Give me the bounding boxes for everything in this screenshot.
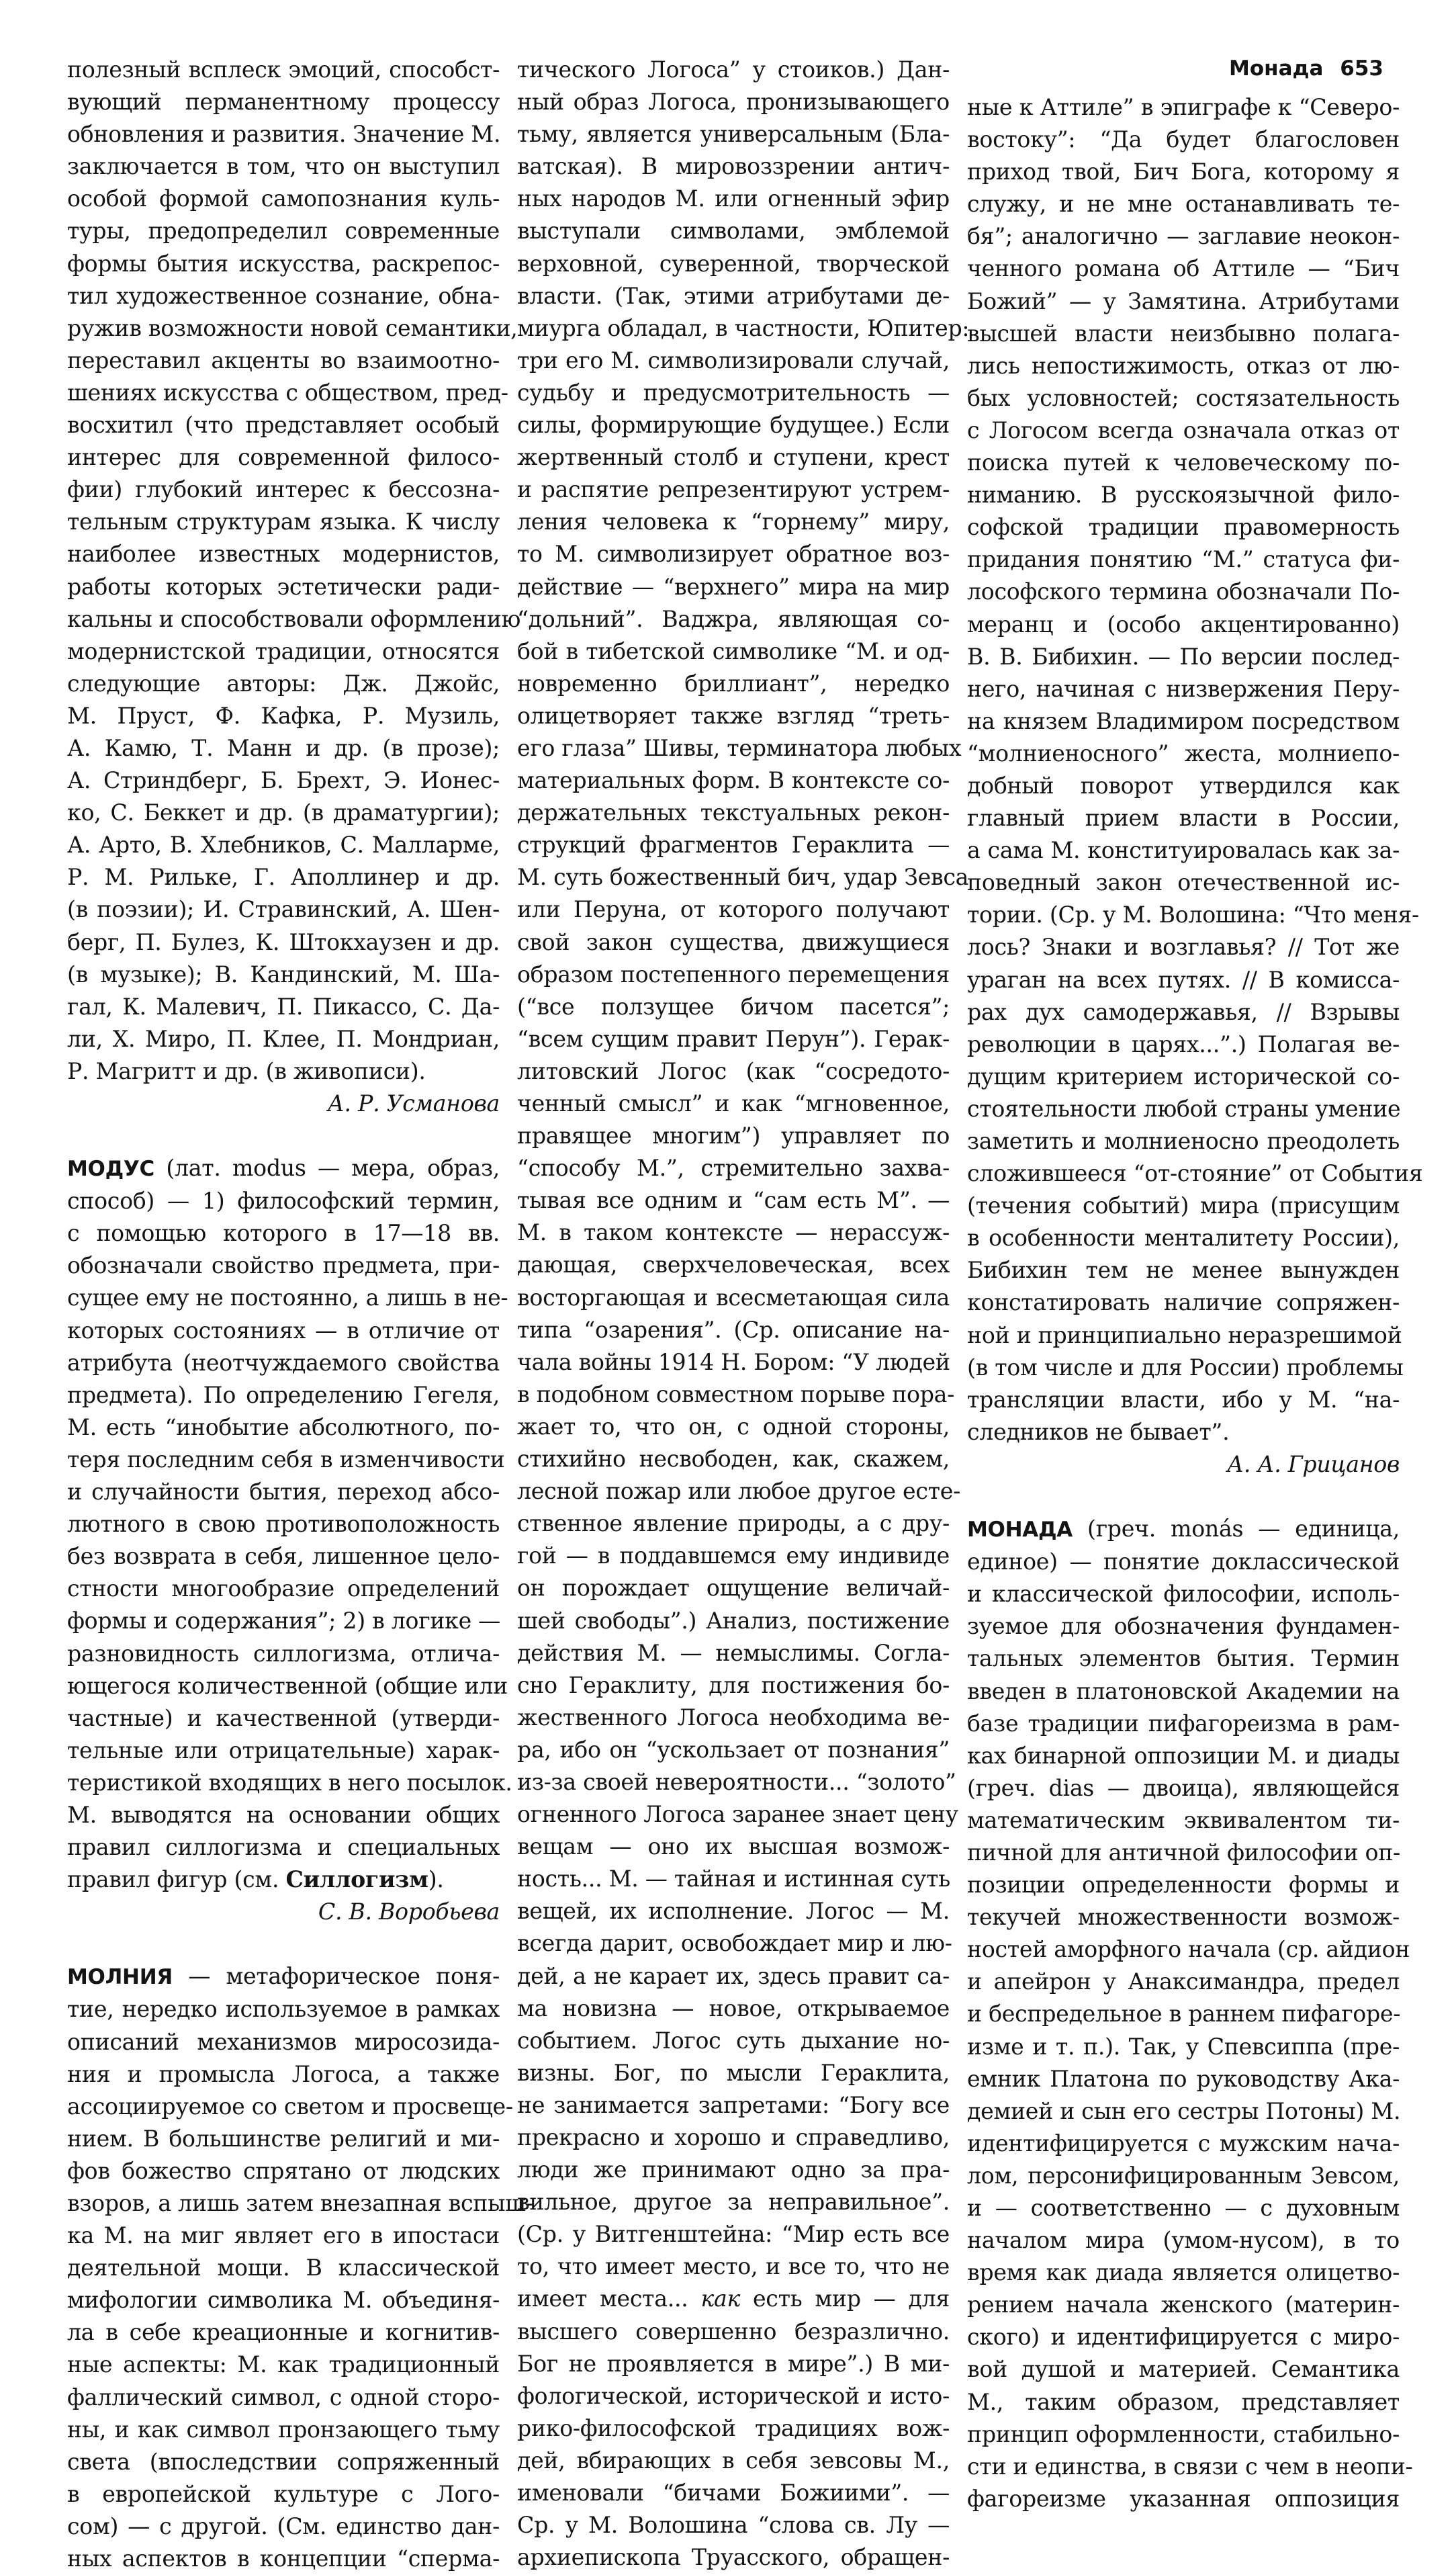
text-line: жественного Логоса необходима ве- xyxy=(517,1704,950,1731)
text-line: текучей множественности возмож- xyxy=(967,1904,1400,1931)
text-line: ла в себе креационные и когнитив- xyxy=(67,2319,500,2346)
text-line: олицетворяет также взгляд “треть- xyxy=(517,702,950,729)
modernism-entry-ending xyxy=(67,54,521,1088)
text-line: вещей, их исполнение. Логос — М. xyxy=(517,1898,950,1925)
text-line: “молниеносного” жеста, молниепо- xyxy=(967,740,1400,767)
text-line: модернистской традиции, относятся xyxy=(67,638,500,664)
text-line: тельным структурам языка. К числу xyxy=(67,509,500,535)
text-line: ли, Х. Миро, П. Клее, П. Мондриан, xyxy=(67,1025,500,1052)
text-line: ассоциируемое со светом и просвеще- xyxy=(67,2093,513,2120)
text-line: зуемое для обозначения фундамен- xyxy=(967,1613,1400,1640)
text-line: без возврата в себя, лишенное цело- xyxy=(67,1543,500,1570)
text-line: гал, К. Малевич, П. Пикассо, С. Да- xyxy=(67,993,500,1020)
entry-text: (лат. modus — мера, образ, xyxy=(154,1155,500,1182)
text-line: добный поворот утвердился как xyxy=(967,772,1400,799)
text-line: тельные или отрицательные) харак- xyxy=(67,1737,500,1763)
text-line: изме и т. п.). Так, у Спевсиппа (пре- xyxy=(967,2033,1400,2060)
text-line: поведный закон отечественной ис- xyxy=(967,869,1400,896)
text-line: держательных текстуальных рекон- xyxy=(517,799,950,826)
text-line: А. Камю, Т. Манн и др. (в прозе); xyxy=(67,734,500,761)
text-line: ния и промысла Логоса, а также xyxy=(67,2060,500,2087)
text-line: лесной пожар или любое другое есте- xyxy=(517,1478,960,1505)
text-line: В. В. Бибихин. — По версии послед- xyxy=(967,643,1400,670)
text-line: заметить и молниеносно преодолеть xyxy=(967,1128,1400,1154)
text-line: теристикой входящих в него посылок. xyxy=(67,1769,512,1796)
text-line: дущим критерием исторической со- xyxy=(967,1063,1400,1090)
text-line: стности многообразие определений xyxy=(67,1575,500,1602)
text-line: ления человека к “горнему” миру, xyxy=(517,509,950,535)
text-line: гой — в поддавшемся ему индивиде xyxy=(517,1542,950,1569)
text-line: М. Пруст, Ф. Кафка, Р. Музиль, xyxy=(67,702,500,729)
text-line: выступали символами, эмблемой xyxy=(517,218,950,245)
text-line: него, начиная с низвержения Перу- xyxy=(967,675,1400,702)
text-line: вующий перманентному процессу xyxy=(67,89,500,116)
text-line: ураган на всех путях. // В комисса- xyxy=(967,966,1400,993)
text-line: принцип оформленности, стабильно- xyxy=(967,2420,1400,2447)
text-line: правил силлогизма и специальных xyxy=(67,1834,500,1861)
text-line: тории. (Ср. у М. Волошина: “Что меня- xyxy=(967,902,1419,928)
author-signature: С. В. Воробьева xyxy=(318,1898,500,1925)
text-line: типа “озарения”. (Ср. описание на- xyxy=(517,1316,950,1343)
text-line: и — соответственно — с духовным xyxy=(967,2195,1400,2221)
text-line: дей, вбирающих в себя зевсовы М., xyxy=(517,2447,950,2474)
text-line: описаний механизмов миросозида- xyxy=(67,2028,500,2055)
text-line: света (впоследствии сопряженный xyxy=(67,2448,500,2475)
text-line: нием. В большинстве религий и ми- xyxy=(67,2125,500,2152)
text-line: рах дух самодержавья, // Взрывы xyxy=(967,998,1400,1025)
text-line: Р. Магритт и др. (в живописи). xyxy=(67,1057,426,1084)
entry-text: — метафорическое поня- xyxy=(172,1963,500,1990)
text-line: ского) и идентифицируется с миро- xyxy=(967,2324,1400,2351)
text-line: в особенности менталитету России), xyxy=(967,1225,1400,1252)
text-line: фаллический символ, с одной сторо- xyxy=(67,2384,500,2410)
page-number: 653 xyxy=(1340,56,1383,81)
text-line: на князем Владимиром посредством xyxy=(967,707,1400,734)
text-line: ниманию. В русскоязычной фило- xyxy=(967,482,1400,509)
text-line: или Перуна, от которого получают xyxy=(517,896,950,923)
entry-text: (греч. monás — единица, xyxy=(1072,1516,1400,1542)
entry-first-line xyxy=(67,1152,500,1185)
text-line: ма новизна — новое, открываемое xyxy=(517,1995,950,2021)
text-line: констатировать наличие сопряжен- xyxy=(967,1289,1400,1316)
text-line: емник Платона по руководству Ака- xyxy=(967,2065,1400,2092)
text-line: Ср. у М. Волошина “слова св. Лу — xyxy=(517,2512,950,2539)
text-line: огненного Логоса заранее знает цену xyxy=(517,1801,958,1828)
text-line: приход твой, Бич Бога, которому я xyxy=(967,159,1400,185)
text-line: Бибихин тем не менее вынужден xyxy=(967,1257,1400,1284)
text-line: стоятельности любой страны умение xyxy=(967,1095,1401,1122)
text-line: полезный всплеск эмоций, способст- xyxy=(67,56,500,83)
text-line: служу, и не мне останавливать те- xyxy=(967,191,1400,218)
text-line: тывая все одним и “сам есть М”. — xyxy=(517,1187,950,1214)
text-line: высшей власти неизбывно полага- xyxy=(967,320,1400,347)
text-line: ко, С. Беккет и др. (в драматургии); xyxy=(67,799,500,826)
text-line: (течения событий) мира (присущим xyxy=(967,1192,1400,1219)
text-line: ках бинарной оппозиции М. и диады xyxy=(967,1742,1400,1769)
text-line: обозначали свойство предмета, при- xyxy=(67,1252,500,1279)
text-line: революции в царях...”.) Полагая ве- xyxy=(967,1031,1400,1057)
text-line: дей, а не карает их, здесь правит са- xyxy=(517,1962,950,1989)
text-line: и беспредельное в раннем пифагоре- xyxy=(967,2001,1401,2027)
text-line: в европейской культуре с Лого- xyxy=(67,2480,500,2507)
text-line: он порождает ощущение величай- xyxy=(517,1575,950,1602)
text-line: действия М. — немыслимы. Согла- xyxy=(517,1639,950,1666)
text-line: формы бытия искусства, раскрепос- xyxy=(67,250,500,277)
text-line: с Логосом всегда означала отказ от xyxy=(967,417,1400,443)
text-line: вой душой и материей. Семантика xyxy=(967,2356,1400,2383)
text-line: идентифицируется с мужским нача- xyxy=(967,2130,1400,2156)
text-line: лось? Знаки и возглавья? // Тот же xyxy=(967,934,1400,961)
text-line: формы и содержания”; 2) в логике — xyxy=(67,1608,501,1634)
text-line: восхитил (что представляет особый xyxy=(67,412,500,439)
text-line: и классической философии, исполь- xyxy=(967,1581,1400,1608)
entry-headword: МОЛНИЯ xyxy=(67,1965,173,1990)
text-line: фов божество спрятано от людских xyxy=(67,2157,500,2184)
text-line: берг, П. Булез, К. Штокхаузен и др. xyxy=(67,928,500,955)
text-line: ностей аморфного начала (ср. айдион xyxy=(967,1936,1410,1963)
text-line: власти. (Так, этими атрибутами де- xyxy=(517,282,950,309)
text-line: событием. Логос суть дыхание но- xyxy=(517,2027,950,2054)
text-line: туры, предопределил современные xyxy=(67,218,500,245)
text-line: струкций фрагментов Гераклита — xyxy=(517,832,950,859)
text-line: тие, нередко используемое в рамках xyxy=(67,1996,500,2023)
text-line: лософского термина обозначали По- xyxy=(967,578,1400,605)
text-line: и распятие репрезентируют устрем- xyxy=(517,476,950,503)
text-line: работы которых эстетически ради- xyxy=(67,573,500,600)
text-line: ружив возможности новой семантики, xyxy=(67,314,518,341)
entry-text: правил фигур (см. xyxy=(67,1866,286,1893)
text-line: “дольний”. Ваджра, являющая со- xyxy=(517,605,950,632)
text-line: то М. символизирует обратное воз- xyxy=(517,541,950,568)
text-line: люди же принимают одно за пра- xyxy=(517,2156,950,2183)
text-line: демией и сын его сестры Потоны) М. xyxy=(967,2097,1401,2124)
text-line: которых состояниях — в отличие от xyxy=(67,1317,500,1344)
text-line: трансляции власти, ибо у М. “на- xyxy=(967,1386,1400,1413)
text-line: лом, персонифицированным Зевсом, xyxy=(967,2162,1400,2189)
text-line: ющегося количественной (общие или xyxy=(67,1672,508,1699)
entry-first-line xyxy=(967,1513,1400,1546)
text-line: ственное явление природы, а с дру- xyxy=(517,1510,950,1537)
entry-last-line xyxy=(67,1864,500,1896)
text-line: ность... М. — тайная и истинная суть xyxy=(517,1866,950,1892)
text-line: литовский Логос (как “сосредото- xyxy=(517,1057,950,1084)
text-line: А. Арто, В. Хлебников, С. Малларме, xyxy=(67,832,500,859)
running-head-title: Монада xyxy=(1229,56,1324,81)
text-line: ра, ибо он “ускользает от познания” xyxy=(517,1736,950,1763)
text-line: правящее многим”) управляет по xyxy=(517,1123,950,1149)
text-line: базе традиции пифагореизма в рам- xyxy=(967,1710,1400,1737)
text-line: визны. Бог, по мысли Гераклита, xyxy=(517,2059,950,2086)
text-line: рико-философской традициях вож- xyxy=(517,2414,950,2441)
text-line: (в поэзии); И. Стравинский, А. Шен- xyxy=(67,896,500,923)
text-line xyxy=(517,2283,950,2315)
text-line: фагореизме указанная оппозиция xyxy=(967,2485,1400,2512)
text-line: тил художественное сознание, обна- xyxy=(67,282,500,309)
text-line: меранц и (особо акцентированно) xyxy=(967,611,1400,638)
text-line: а сама М. конституировалась как за- xyxy=(967,837,1400,864)
text-line: лютного в свою противоположность xyxy=(67,1511,500,1538)
text-line: судьбу и предусмотрительность — xyxy=(517,379,950,406)
text-line: заключается в том, что он выступил xyxy=(67,153,500,180)
entry-text: имеет места... xyxy=(517,2285,688,2312)
text-line: интерес для современной филосо- xyxy=(67,444,500,471)
text-line: началом мира (умом-нусом), в то xyxy=(967,2227,1400,2254)
text-line: введен в платоновской Академии на xyxy=(967,1677,1400,1704)
text-line: сложившееся “от-стояние” от События xyxy=(967,1160,1423,1187)
text-line: следующие авторы: Дж. Джойс, xyxy=(67,670,500,697)
text-line: действие — “верхнего” мира на мир xyxy=(517,573,950,600)
text-line: дающая, сверхчеловеческая, всех xyxy=(517,1252,950,1278)
text-line: ны, и как символ пронзающего тьму xyxy=(67,2416,500,2443)
text-line: жает то, что он, с одной стороны, xyxy=(517,1413,950,1440)
text-line: тальных элементов бытия. Термин xyxy=(967,1645,1400,1672)
text-line: бой в тибетской символике “М. и од- xyxy=(517,638,950,664)
author-signature: А. Р. Усманова xyxy=(327,1090,500,1117)
text-line: особой формой самопознания куль- xyxy=(67,185,500,212)
text-line: высшего совершенно безразлично. xyxy=(517,2318,950,2345)
text-line: мифологии символика М. объединя- xyxy=(67,2287,500,2314)
text-line: (греч. dias — двоица), являющейся xyxy=(967,1774,1400,1801)
text-line: то, что имеет место, и все то, что не xyxy=(517,2253,950,2280)
text-line: М. есть “инобытие абсолютного, по- xyxy=(67,1413,500,1440)
text-line: ные аспекты: М. как традиционный xyxy=(67,2351,500,2378)
text-line: шениях искусства с обществом, пред- xyxy=(67,379,508,406)
text-line: бя”; аналогично — заглавие неокон- xyxy=(967,223,1400,250)
text-line: ные к Аттиле” в эпиграфе к “Северо- xyxy=(967,94,1400,120)
text-line: ка М. на миг являет его в ипостаси xyxy=(67,2222,500,2249)
spacer xyxy=(967,1481,1400,1513)
text-line: ченного романа об Аттиле — “Бич xyxy=(967,255,1400,282)
text-line: в подобном совместном порыве пора- xyxy=(517,1381,955,1407)
text-line: единое) — понятие доклассической xyxy=(967,1548,1400,1575)
author-signature: А. А. Грицанов xyxy=(1227,1450,1400,1477)
text-line: Бог не проявляется в мире”.) В ми- xyxy=(517,2350,950,2377)
column-1 xyxy=(67,54,533,2575)
text-line: верховной, суверенной, творческой xyxy=(517,250,950,277)
text-line: деятельной мощи. В классической xyxy=(67,2255,500,2281)
text-line: частные) и качественной (утверди- xyxy=(67,1704,500,1731)
text-line: (Ср. у Витгенштейна: “Мир есть все xyxy=(517,2221,950,2248)
text-line: прекрасно и хорошо и справедливо, xyxy=(517,2124,950,2150)
cross-reference: Силлогизм xyxy=(285,1866,428,1893)
text-line: жертвенный столб и ступени, крест xyxy=(517,444,950,471)
text-line: фологической, исторической и исто- xyxy=(517,2382,950,2409)
text-line: сущее ему не постоянно, а лишь в не- xyxy=(67,1284,508,1311)
monada-entry xyxy=(967,1513,1413,2515)
text-line: атрибута (неотчуждаемого свойства xyxy=(67,1349,500,1376)
text-line: переставил акценты во взаимоотно- xyxy=(67,347,500,374)
text-line: с помощью которого в 17—18 вв. xyxy=(67,1220,500,1247)
column-2 xyxy=(517,54,970,2574)
text-line: (в музыке); В. Кандинский, М. Ша- xyxy=(67,961,500,988)
text-line: наиболее известных модернистов, xyxy=(67,541,500,568)
column-3 xyxy=(967,91,1423,2515)
text-line: время как диада является олицетво- xyxy=(967,2259,1400,2286)
entry-text: есть мир — для xyxy=(752,2285,950,2312)
text-line: взоров, а лишь затем внезапная вспыш- xyxy=(67,2190,533,2216)
text-line: сом) — с другой. (См. единство дан- xyxy=(67,2513,500,2539)
text-line: М. в таком контексте — нерассуж- xyxy=(517,1219,950,1246)
text-line: (“все ползущее бичом пасется”; xyxy=(517,993,950,1020)
text-line: позиции определенности формы и xyxy=(967,1872,1400,1898)
text-line: миурга обладал, в частности, Юпитер: xyxy=(517,314,970,341)
text-line: востоку”: “Да будет благословен xyxy=(967,126,1400,153)
spacer xyxy=(67,1120,500,1152)
text-line: ный образ Логоса, пронизывающего xyxy=(517,89,950,116)
text-line: шей свободы”.) Анализ, постижение xyxy=(517,1607,950,1634)
italic-word: как xyxy=(700,2285,740,2312)
entry-text: ). xyxy=(428,1866,444,1893)
text-line: математическим эквивалентом ти- xyxy=(967,1806,1400,1833)
text-line: бых условностей; состязательность xyxy=(967,384,1400,411)
text-line: и случайности бытия, переход абсо- xyxy=(67,1479,500,1505)
molniya-entry-ending xyxy=(967,91,1423,1448)
text-line: не занимается запретами: “Богу все xyxy=(517,2091,950,2118)
entry-headword: МОДУС xyxy=(67,1157,154,1182)
text-line: ченный смысл” и как “мгновенное, xyxy=(517,1090,950,1117)
text-line: ных аспектов в концепции “сперма- xyxy=(67,2545,500,2572)
text-line: сти и единства, в связи с чем в неопи- xyxy=(967,2453,1413,2480)
molniya-entry xyxy=(67,1960,533,2575)
text-line: “способу М.”, стремительно захва- xyxy=(517,1155,950,1182)
text-line: лись непостижимость, отказ от лю- xyxy=(967,352,1400,379)
text-line: сно Гераклиту, для постижения бо- xyxy=(517,1671,950,1698)
text-line: фии) глубокий интерес к бессозна- xyxy=(67,476,500,503)
text-line: А. Стриндберг, Б. Брехт, Э. Ионес- xyxy=(67,767,500,794)
text-line: теря последним себя в изменчивости xyxy=(67,1446,505,1473)
text-line: и апейрон у Анаксимандра, предел xyxy=(967,1968,1400,1995)
text-line: стихийно несвободен, как, скажем, xyxy=(517,1446,950,1473)
text-line: восторгающая и всесметающая сила xyxy=(517,1284,950,1311)
text-line: именовали “бичами Божиими”. — xyxy=(517,2480,950,2506)
text-line: силы, формирующие будущее.) Если xyxy=(517,412,950,439)
text-line: ных народов М. или огненный эфир xyxy=(517,185,950,212)
entry-headword: МОНАДА xyxy=(967,1518,1073,1542)
text-line: вильное, другое за неправильное”. xyxy=(517,2189,950,2216)
text-line: три его М. символизировали случай, xyxy=(517,347,950,374)
running-head xyxy=(1229,56,1383,81)
text-line: ватская). В мировоззрении антич- xyxy=(517,153,950,180)
molniya-entry-continued xyxy=(517,54,970,2574)
text-line: новременно бриллиант”, нередко xyxy=(517,670,950,697)
text-line: рением начала женского (материн- xyxy=(967,2292,1400,2318)
text-line: кальны и способствовали оформлению xyxy=(67,605,521,632)
text-line: (в том числе и для России) проблемы xyxy=(967,1354,1404,1381)
text-line: всегда дарит, освобождает мир и лю- xyxy=(517,1930,952,1957)
text-line: софской традиции правомерность xyxy=(967,514,1400,541)
text-line: свой закон существа, движущиеся xyxy=(517,928,950,955)
text-line: М. выводятся на основании общих xyxy=(67,1801,500,1828)
text-line: образом постепенного перемещения xyxy=(517,961,950,988)
text-line: “всем сущим правит Перун”). Герак- xyxy=(517,1025,950,1052)
text-line: материальных форм. В контексте со- xyxy=(517,767,950,794)
spacer xyxy=(67,1928,500,1960)
text-line: обновления и развития. Значение М. xyxy=(67,121,501,148)
text-line: способ) — 1) философский термин, xyxy=(67,1188,500,1215)
entry-first-line xyxy=(67,1960,500,1993)
modus-entry xyxy=(67,1152,512,1928)
text-line: из-за своей невероятности... “золото” xyxy=(517,1768,956,1795)
text-line: его глаза” Шивы, терминатора любых xyxy=(517,734,962,761)
text-line: архиепископа Труасского, обращен- xyxy=(517,2544,950,2571)
text-line: разновидность силлогизма, отлича- xyxy=(67,1640,500,1667)
text-line: тьму, является универсальным (Бла- xyxy=(517,121,950,148)
text-line: Р. М. Рильке, Г. Аполлинер и др. xyxy=(67,864,500,891)
text-line: вещам — оно их высшая возмож- xyxy=(517,1833,950,1860)
text-line: придания понятию “М.” статуса фи- xyxy=(967,546,1400,573)
text-line: Божий” — у Замятина. Атрибутами xyxy=(967,288,1400,314)
text-line: предмета). По определению Гегеля, xyxy=(67,1381,500,1408)
text-line: М. суть божественный бич, удар Зевса xyxy=(517,864,969,891)
text-line: ной и принципиально неразрешимой xyxy=(967,1321,1402,1348)
text-line: поиска путей к человеческому по- xyxy=(967,449,1400,476)
text-line: чала войны 1914 Н. Бором: “У людей xyxy=(517,1348,950,1375)
text-line: главный прием власти в России, xyxy=(967,805,1400,832)
text-line: тического Логоса” у стоиков.) Дан- xyxy=(517,56,950,83)
text-line: М., таким образом, представляет xyxy=(967,2388,1400,2415)
text-line: следников не бывает”. xyxy=(967,1418,1230,1445)
text-line: пичной для античной философии оп- xyxy=(967,1839,1400,1866)
